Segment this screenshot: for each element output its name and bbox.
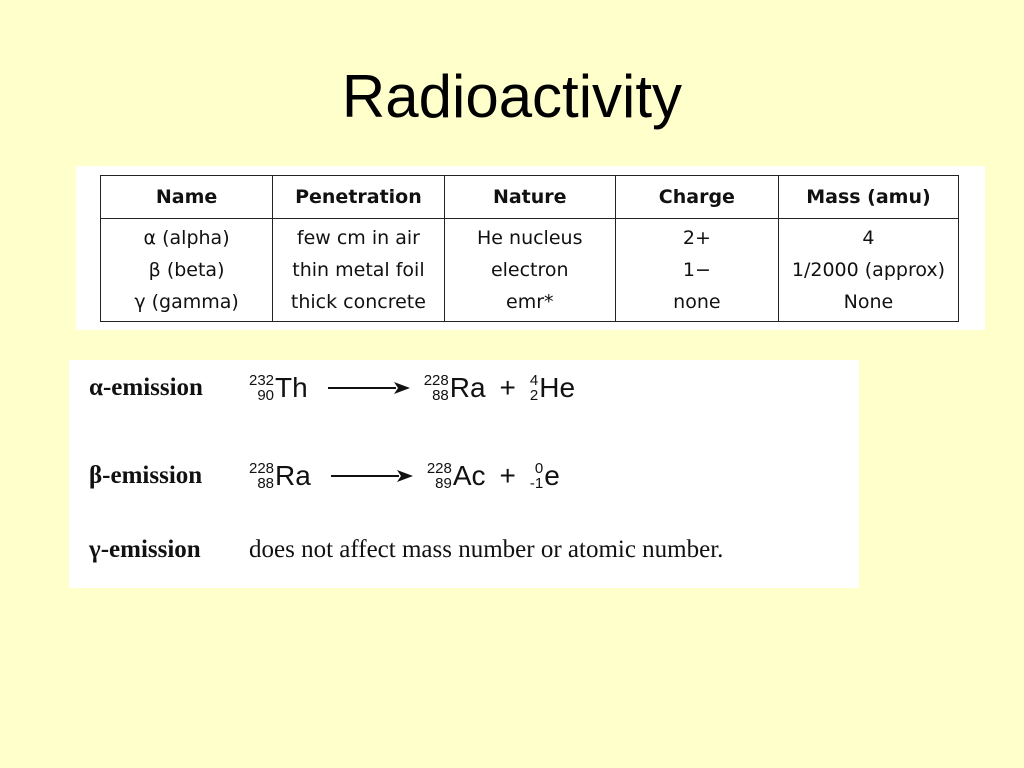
- plus-sign: +: [499, 460, 516, 491]
- table-cell: γ (gamma): [101, 286, 273, 322]
- table-row: [101, 254, 959, 286]
- element-symbol: e: [544, 460, 560, 491]
- mass-number: 4: [529, 372, 539, 389]
- table-cell: 1−: [615, 254, 778, 286]
- table-cell: thick concrete: [273, 286, 445, 322]
- table-cell: α (alpha): [101, 219, 273, 255]
- element-symbol: He: [539, 372, 576, 403]
- beta-equation: [249, 460, 560, 492]
- header-penetration: Penetration: [273, 176, 445, 219]
- alpha-emission-row: [89, 368, 575, 408]
- table-cell: few cm in air: [273, 219, 445, 255]
- radium-nuclide: [249, 460, 311, 492]
- radiation-table: [100, 175, 959, 322]
- atomic-number: 90: [257, 387, 275, 404]
- plus-sign: +: [499, 372, 516, 403]
- gamma-emission-label: γ-emission: [89, 536, 201, 563]
- table-cell: 4: [778, 219, 958, 255]
- radium-nuclide: [424, 372, 486, 404]
- element-symbol: Ra: [449, 372, 486, 403]
- mass-number: 228: [426, 460, 452, 477]
- thorium-nuclide: [249, 372, 308, 404]
- element-symbol: Ra: [275, 460, 311, 491]
- header-name: Name: [101, 176, 273, 219]
- header-nature: Nature: [444, 176, 615, 219]
- alpha-emission-label: α-emission: [89, 374, 203, 401]
- table-header-row: [101, 176, 959, 219]
- table-cell: β (beta): [101, 254, 273, 286]
- table-cell: He nucleus: [444, 219, 615, 255]
- mass-number: 0: [534, 460, 544, 477]
- table-cell: 2+: [615, 219, 778, 255]
- atomic-number: 2: [529, 387, 539, 404]
- mass-number: 228: [249, 460, 275, 477]
- helium-nuclide: [530, 372, 575, 404]
- table-cell: 1/2000 (approx): [778, 254, 958, 286]
- alpha-equation: [249, 372, 575, 404]
- header-charge: Charge: [615, 176, 778, 219]
- mass-number: 228: [423, 372, 449, 389]
- element-symbol: Ac: [452, 460, 486, 491]
- reaction-arrow-icon: [328, 381, 410, 395]
- beta-emission-label: β-emission: [89, 462, 203, 489]
- reaction-arrow-icon: [331, 469, 413, 483]
- table-cell: thin metal foil: [273, 254, 445, 286]
- mass-number: 232: [249, 372, 275, 389]
- table-row: [101, 219, 959, 255]
- emission-equations-panel: [69, 360, 859, 588]
- table-cell: none: [615, 286, 778, 322]
- beta-emission-row: [89, 456, 560, 496]
- slide-title: Radioactivity: [341, 63, 683, 130]
- actinium-nuclide: [427, 460, 486, 492]
- header-mass: Mass (amu): [778, 176, 958, 219]
- table-row: [101, 286, 959, 322]
- table-cell: electron: [444, 254, 615, 286]
- atomic-number: 88: [257, 475, 275, 492]
- radiation-table-panel: [76, 166, 985, 330]
- gamma-emission-row: [89, 530, 723, 570]
- atomic-number: -1: [529, 475, 544, 492]
- gamma-emission-description: does not affect mass number or atomic number.: [249, 536, 724, 563]
- table-cell: None: [778, 286, 958, 322]
- atomic-number: 88: [432, 387, 449, 404]
- element-symbol: Th: [275, 372, 308, 403]
- electron-particle: [530, 460, 560, 492]
- table-cell: emr*: [444, 286, 615, 322]
- atomic-number: 89: [435, 475, 452, 492]
